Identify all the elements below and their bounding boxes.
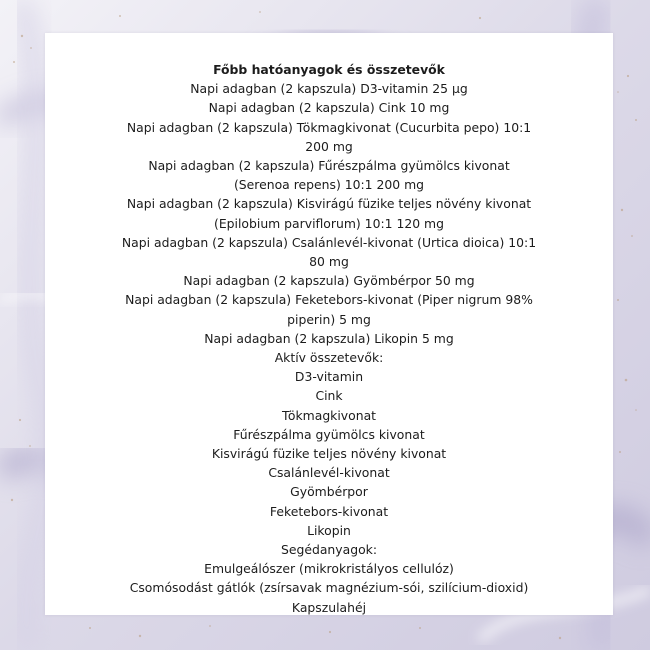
text-line: Napi adagban (2 kapszula) Fűrészpálma gyümölcs kivonat bbox=[148, 158, 510, 174]
text-line: Napi adagban (2 kapszula) Kisvirágú füzike teljes növény kivonat bbox=[126, 196, 532, 212]
text-line: Kapszulahéj bbox=[291, 599, 367, 615]
text-line: (Serenoa repens) 10:1 200 mg bbox=[233, 177, 425, 193]
text-line: Gyömbérpor bbox=[290, 484, 368, 500]
text-line: D3-vitamin bbox=[294, 369, 364, 385]
text-line: Napi adagban (2 kapszula) Csalánlevél-kivonat (Urtica dioica) 10:1 bbox=[121, 234, 537, 250]
text-line: Csalánlevél-kivonat bbox=[268, 465, 390, 481]
text-line: Likopin bbox=[307, 522, 351, 538]
ingredients-card bbox=[45, 33, 613, 615]
document-title: Főbb hatóanyagok és összetevők bbox=[213, 62, 445, 77]
text-line: Kisvirágú füzike teljes növény kivonat bbox=[211, 446, 447, 462]
text-line: Napi adagban (2 kapszula) Tökmagkivonat (Cucurbita pepo) 10:1 bbox=[126, 119, 532, 135]
text-line: Napi adagban (2 kapszula) Cink 10 mg bbox=[208, 100, 450, 116]
text-line: Csomósodást gátlók (zsírsavak magnézium-sói, szilícium-dioxid) bbox=[129, 580, 529, 596]
text-line: Napi adagban (2 kapszula) Feketebors-kivonat (Piper nigrum 98% bbox=[125, 292, 533, 308]
text-line: Emulgeálószer (mikrokristályos cellulóz) bbox=[204, 561, 454, 577]
section-heading-excipients: Segédanyagok: bbox=[280, 542, 377, 558]
text-line: Fűrészpálma gyümölcs kivonat bbox=[233, 426, 425, 442]
text-line: piperin) 5 mg bbox=[287, 311, 371, 327]
section-heading-active: Aktív összetevők: bbox=[274, 350, 384, 366]
text-line: (Epilobium parviflorum) 10:1 120 mg bbox=[214, 215, 444, 231]
ingredients-text bbox=[45, 60, 613, 617]
text-line: Feketebors-kivonat bbox=[269, 503, 389, 519]
text-line: Napi adagban (2 kapszula) Gyömbérpor 50 mg bbox=[183, 273, 475, 289]
text-line: Napi adagban (2 kapszula) Likopin 5 mg bbox=[204, 330, 454, 346]
text-line: 80 mg bbox=[309, 254, 349, 270]
text-line: 200 mg bbox=[305, 138, 353, 154]
text-line: Tökmagkivonat bbox=[281, 407, 377, 423]
text-line: Cink bbox=[315, 388, 343, 404]
text-line: Napi adagban (2 kapszula) D3-vitamin 25 µg bbox=[190, 81, 468, 97]
